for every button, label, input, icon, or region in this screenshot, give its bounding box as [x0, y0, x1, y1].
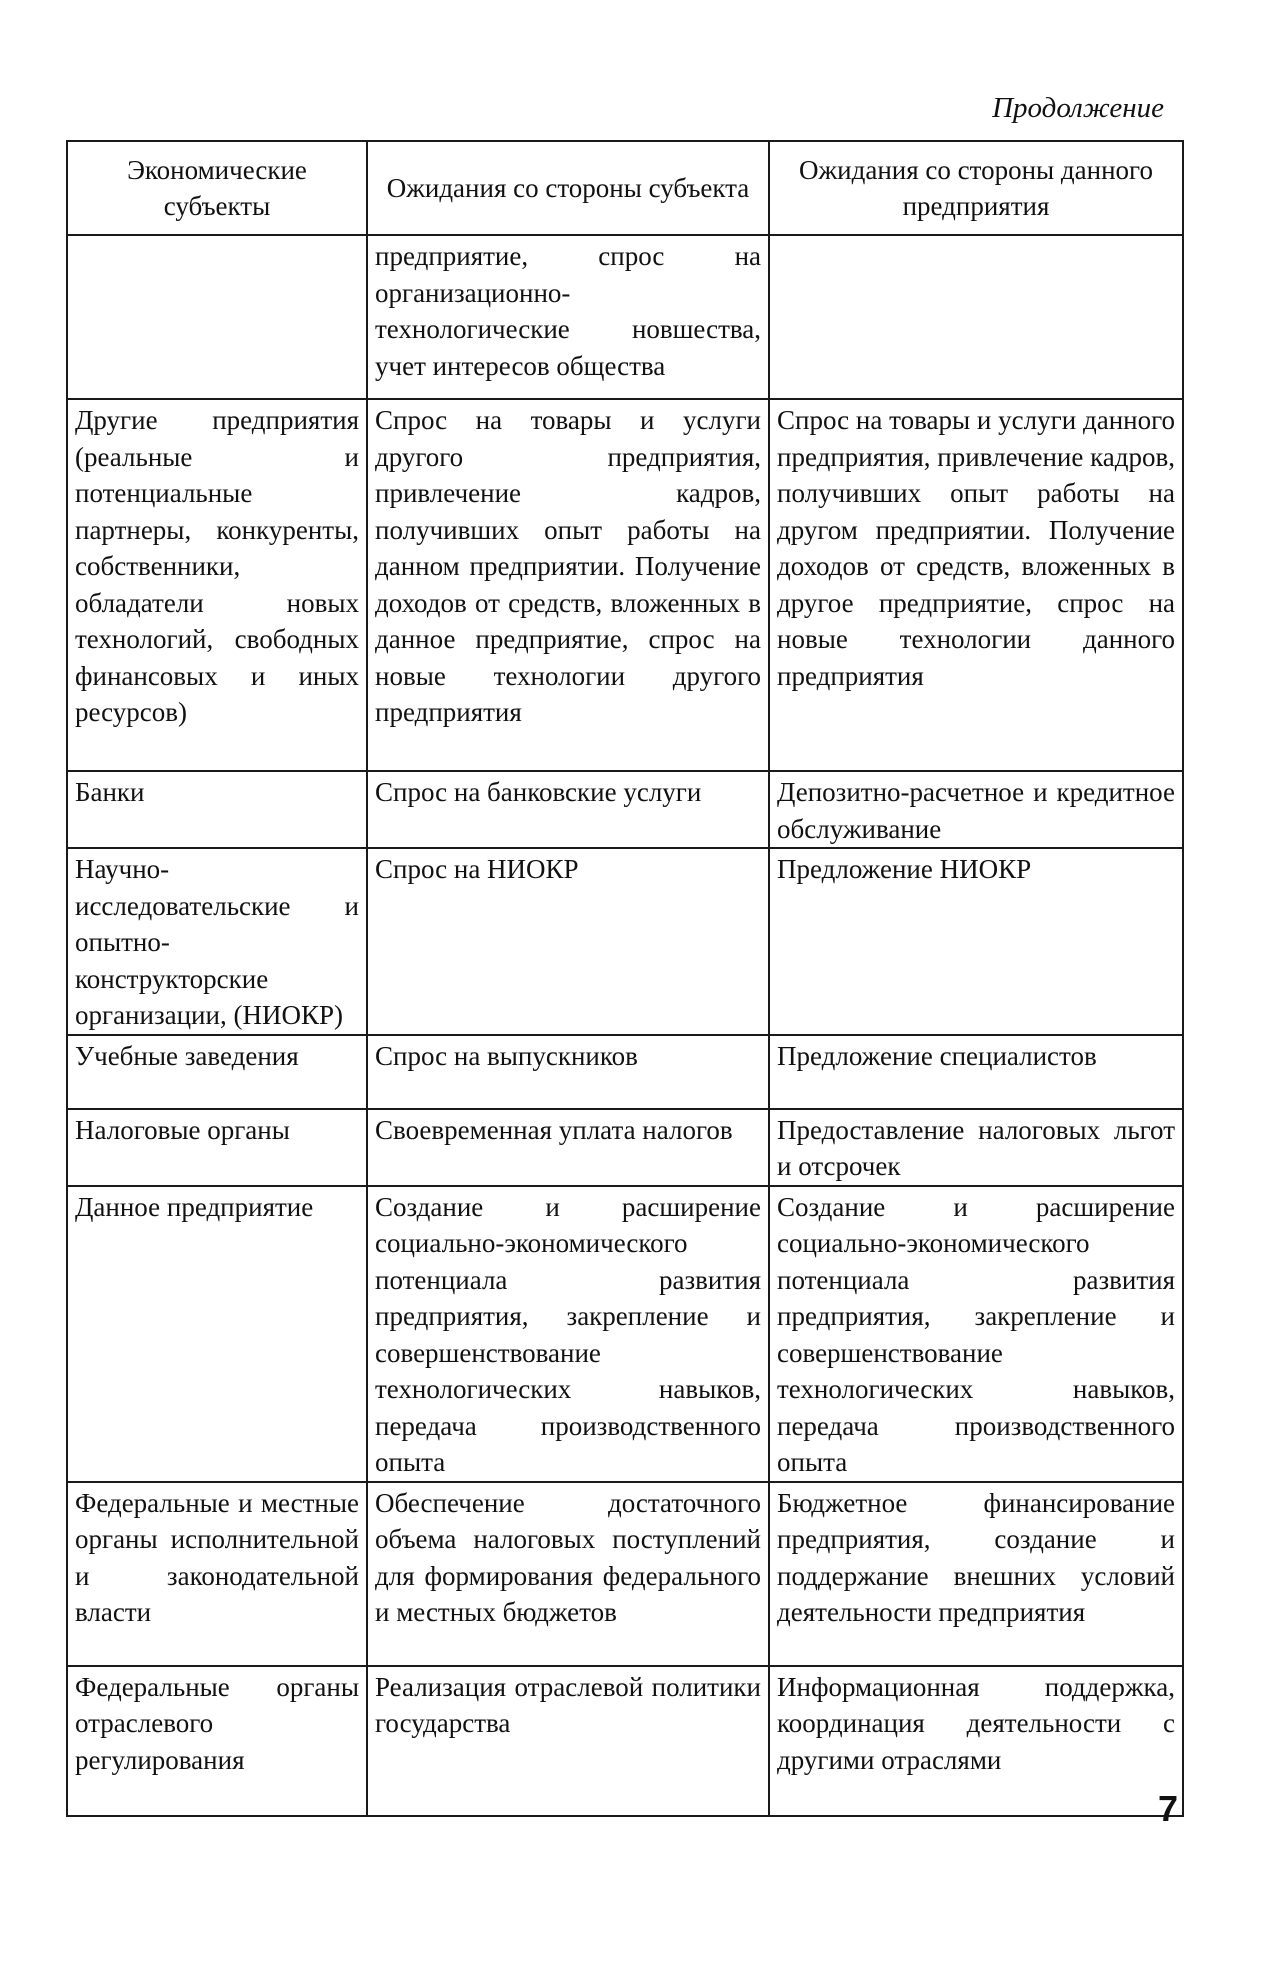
cell-enterprise-expectations: Предложение НИОКР [769, 848, 1183, 1035]
table-row [67, 235, 1183, 399]
table-continuation-caption: Продолжение [992, 92, 1164, 124]
cell-enterprise-expectations: Предоставление налоговых льгот и отсрочек [769, 1109, 1183, 1186]
cell-enterprise-expectations: Создание и расширение социально-экономического потенциала развития предприятия, закрепление и совершенствование технологических навыков, передача производственного опыта [769, 1186, 1183, 1482]
cell-subject: Другие предприятия (реальные и потенциальные партнеры, конкуренты, собственники, обладатели новых технологий, свободных финансовых и иных ресурсов) [67, 399, 367, 771]
cell-subject: Федеральные органы отраслевого регулирования [67, 1666, 367, 1816]
cell-enterprise-expectations: Бюджетное финансирование предприятия, создание и поддержание внешних условий деятельности предприятия [769, 1482, 1183, 1666]
table-row [67, 848, 1183, 1035]
cell-subject: Данное предприятие [67, 1186, 367, 1482]
table-row [67, 1482, 1183, 1666]
table-row [67, 771, 1183, 848]
cell-subject-expectations: Реализация отраслевой политики государства [367, 1666, 769, 1816]
cell-subject-expectations: Спрос на банковские услуги [367, 771, 769, 848]
table-row [67, 1666, 1183, 1816]
cell-subject: Учебные заведения [67, 1035, 367, 1109]
table-row [67, 1109, 1183, 1186]
table-header-row [67, 141, 1183, 235]
cell-subject: Научно-исследовательские и опытно-конструкторские организации, (НИОКР) [67, 848, 367, 1035]
page-number: 7 [1157, 1788, 1178, 1829]
cell-enterprise-expectations: Информационная поддержка, координация деятельности с другими отраслями [769, 1666, 1183, 1816]
cell-subject: Налоговые органы [67, 1109, 367, 1186]
expectations-table [66, 140, 1184, 1817]
header-economic-subjects: Экономические субъекты [67, 141, 367, 235]
cell-subject-expectations: Спрос на НИОКР [367, 848, 769, 1035]
cell-subject: Федеральные и местные органы исполнительной и законодательной власти [67, 1482, 367, 1666]
cell-subject [67, 235, 367, 399]
cell-subject-expectations: Обеспечение достаточного объема налоговых поступлений для формирования федерального и местных бюджетов [367, 1482, 769, 1666]
cell-subject-expectations: Создание и расширение социально-экономического потенциала развития предприятия, закрепление и совершенствование технологических навыков, передача производственного опыта [367, 1186, 769, 1482]
cell-enterprise-expectations: Спрос на товары и услуги данного предприятия, привлечение кадров, получивших опыт работы на другом предприятии. Получение доходов от средств, вложенных в другое предприятие, спрос на новые технологии данного предприятия [769, 399, 1183, 771]
cell-enterprise-expectations [769, 235, 1183, 399]
cell-subject-expectations: Своевременная уплата налогов [367, 1109, 769, 1186]
cell-subject-expectations: предприятие, спрос на организационно-технологические новшества, учет интересов общества [367, 235, 769, 399]
table-row [67, 399, 1183, 771]
cell-enterprise-expectations: Предложение специалистов [769, 1035, 1183, 1109]
cell-subject-expectations: Спрос на выпускников [367, 1035, 769, 1109]
header-subject-expectations: Ожидания со стороны субъекта [367, 141, 769, 235]
cell-subject: Банки [67, 771, 367, 848]
header-enterprise-expectations: Ожидания со стороны данного предприятия [769, 141, 1183, 235]
table-row [67, 1035, 1183, 1109]
table-row [67, 1186, 1183, 1482]
cell-subject-expectations: Спрос на товары и услуги другого предприятия, привлечение кадров, получивших опыт работы на данном предприятии. Получение доходов от средств, вложенных в данное предприятие, спрос на новые технологии другого предприятия [367, 399, 769, 771]
cell-enterprise-expectations: Депозитно-расчетное и кредитное обслуживание [769, 771, 1183, 848]
